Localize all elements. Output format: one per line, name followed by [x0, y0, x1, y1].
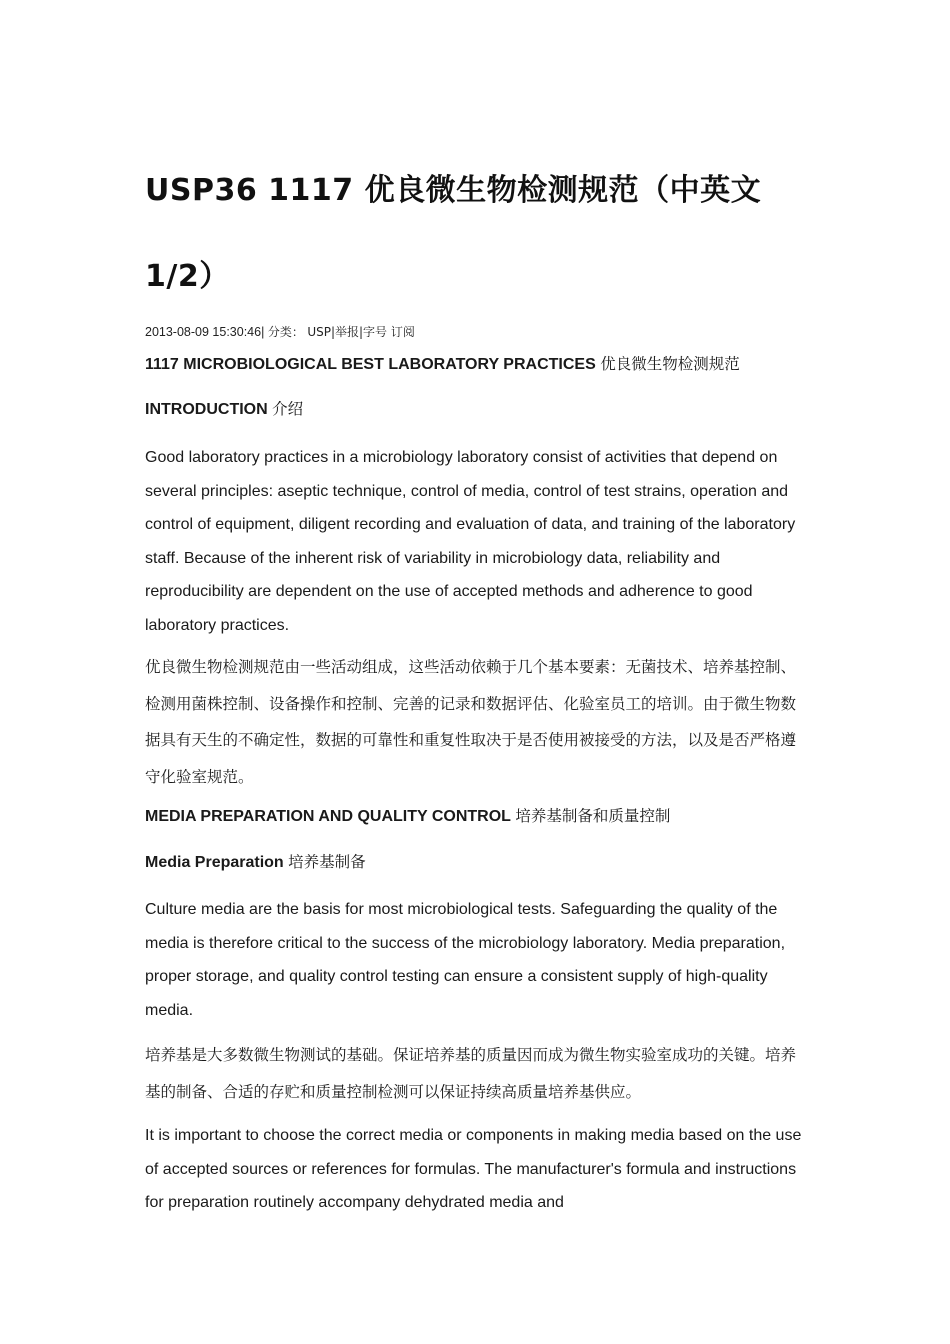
media-prep-paragraph-en: Culture media are the basis for most microbiological tests. Safeguarding the quality of the media is therefore critical to the success of the microbiology laboratory. Media preparation, proper storage, and quality control testing can ensure a consistent supply of high-quality media. — [145, 901, 786, 1019]
introduction-paragraph-cn: 优良微生物检测规范由一些活动组成，这些活动依赖于几个基本要素：无菌技术、培养基控制、检测用菌株控制、设备操作和控制、完善的记录和数据评估、化验室员工的培训。由于微生物数据具有天生的不确定性，数据的可靠性和重复性取决于是否使用被接受的方法，以及是否严格遵守化验室规范。 — [145, 658, 797, 786]
post-meta — [145, 323, 415, 341]
post-tags[interactable]: USP|举报|字号 订阅 — [307, 325, 415, 339]
introduction-paragraph-en: Good laboratory practices in a microbiology laboratory consist of activities that depend on several principles: aseptic technique, control of media, control of test strains, operation and control of equipment, diligent recording and evaluation of data, and training of the laboratory staff. Because of the inherent risk of variability in microbiology data, reliability and reproducibility are dependent on the use of accepted methods and adherence to good laboratory practices. — [145, 449, 796, 634]
section-heading-main-en: 1117 MICROBIOLOGICAL BEST LABORATORY PRACTICES — [145, 356, 596, 373]
introduction-heading — [145, 398, 303, 421]
section-heading-main — [145, 353, 740, 376]
post-category-label: 分类： — [267, 325, 304, 339]
media-qc-heading — [145, 805, 670, 828]
post-datetime: 2013-08-09 15:30:46| — [145, 325, 265, 339]
page-title: USP36 1117 优良微生物检测规范（中英文 1/2） — [145, 173, 762, 294]
media-qc-heading-cn: 培养基制备和质量控制 — [515, 807, 671, 825]
introduction-heading-cn: 介绍 — [272, 400, 304, 418]
media-qc-heading-en: MEDIA PREPARATION AND QUALITY CONTROL — [145, 808, 511, 825]
media-prep-paragraph-cn: 培养基是大多数微生物测试的基础。保证培养基的质量因而成为微生物实验室成功的关键。培养基的制备、合适的存贮和质量控制检测可以保证持续高质量培养基供应。 — [145, 1046, 797, 1101]
media-prep-heading-cn: 培养基制备 — [288, 853, 366, 871]
introduction-heading-en: INTRODUCTION — [145, 401, 268, 418]
media-prep-heading-en: Media Preparation — [145, 854, 284, 871]
section-heading-main-cn: 优良微生物检测规范 — [600, 355, 740, 373]
media-prep-heading — [145, 851, 366, 874]
media-prep-paragraph-en-2: It is important to choose the correct media or components in making media based on the use of accepted sources or references for formulas. The manufacturer's formula and instructions for preparation routinely accompany dehydrated media and — [145, 1127, 802, 1211]
